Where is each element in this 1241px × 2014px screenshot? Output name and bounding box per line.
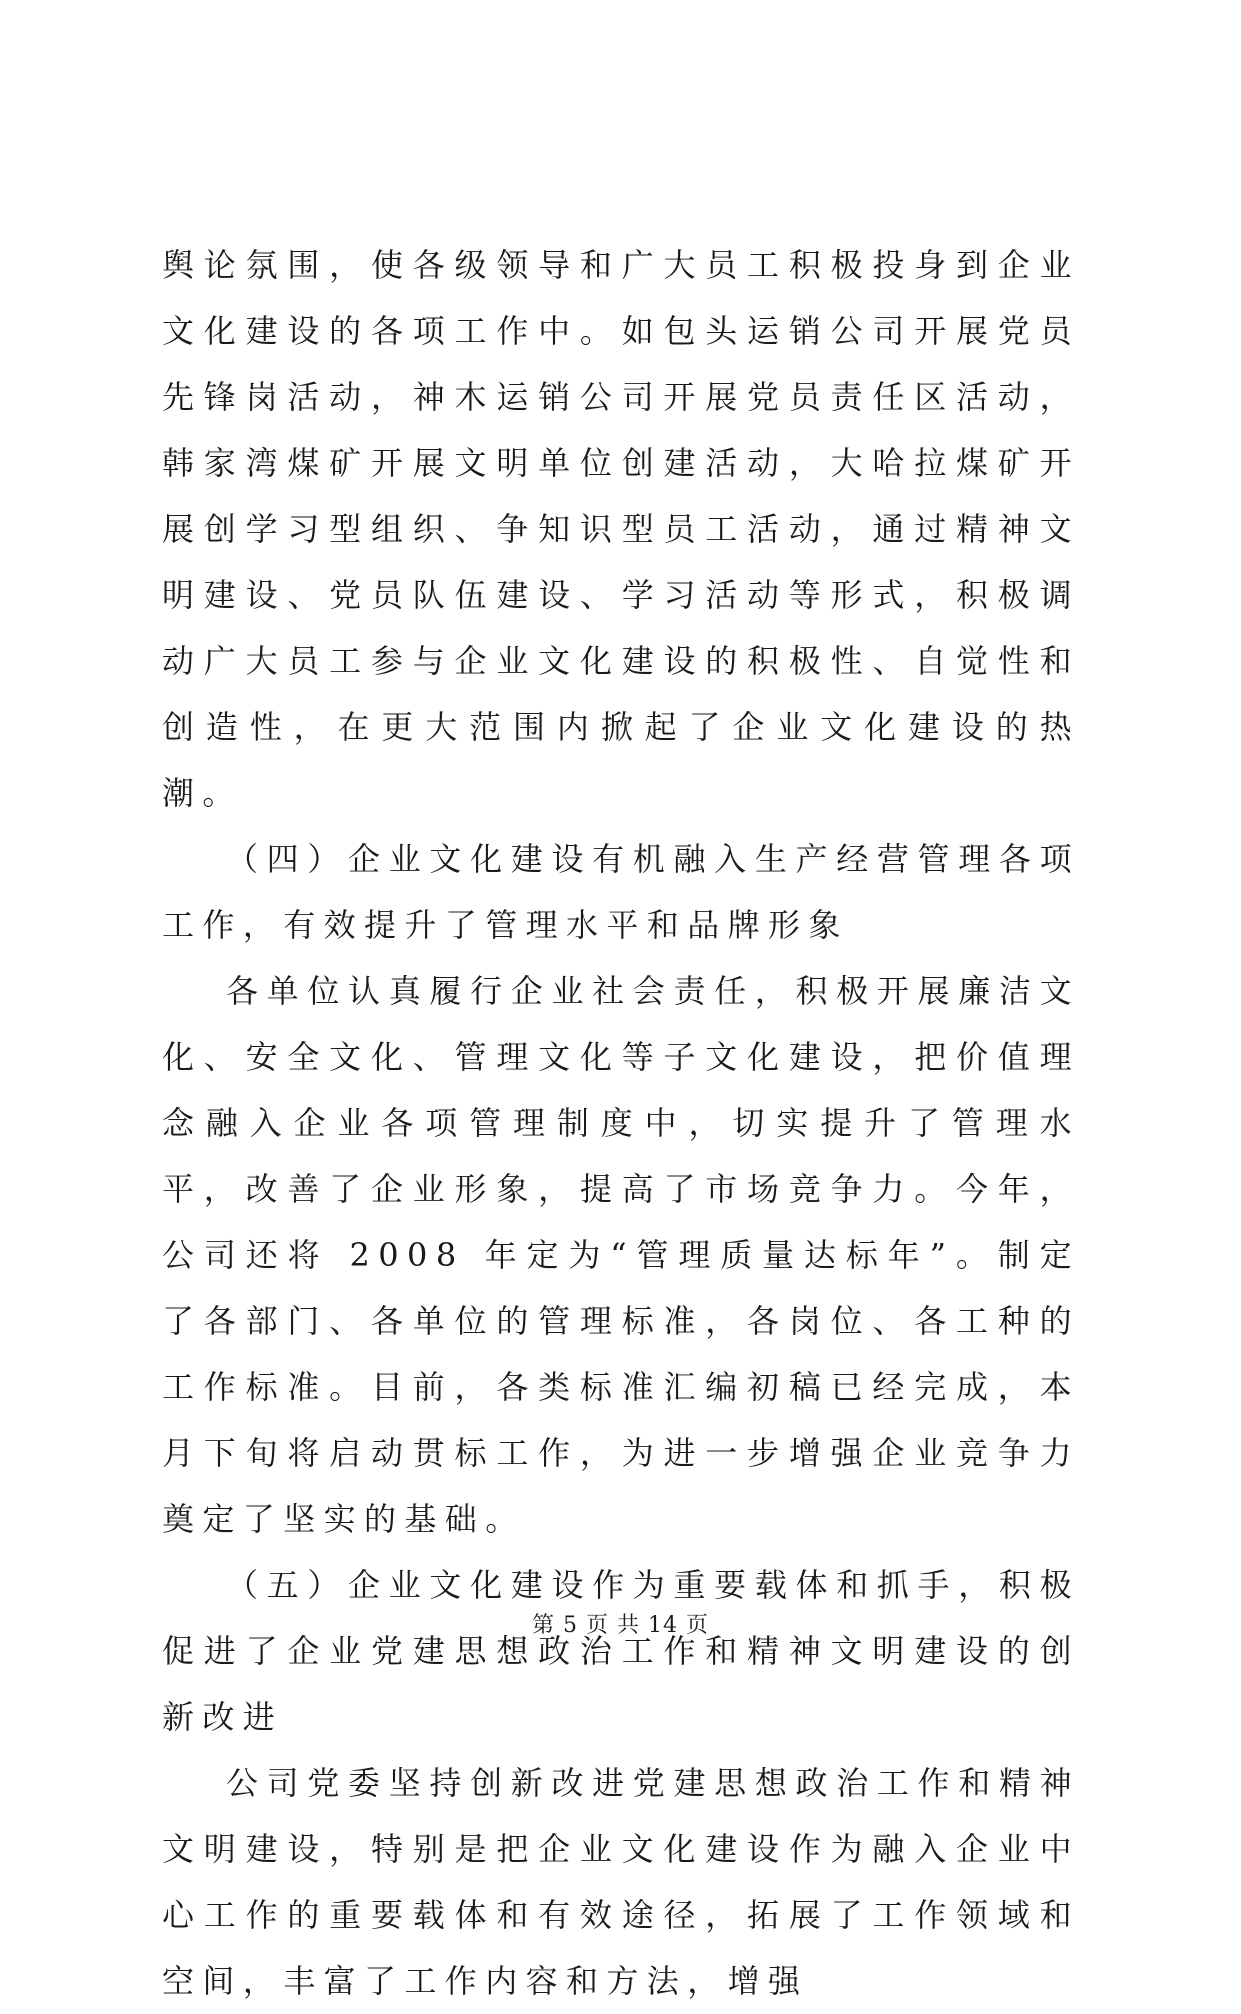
paragraph-continuation: 舆论氛围，使各级领导和广大员工积极投身到企业文化建设的各项工作中。如包头运销公司开展党员先锋岗活动，神木运销公司开展党员责任区活动，韩家湾煤矿开展文明单位创建活动，大哈拉煤矿开展创学习型组织、争知识型员工活动，通过精神文明建设、党员队伍建设、学习活动等形式，积极调动广大员工参与企业文化建设的积极性、自觉性和创造性，在更大范围内掀起了企业文化建设的热潮。: [162, 246, 1080, 812]
paragraph-section-4: 各单位认真履行企业社会责任，积极开展廉洁文化、安全文化、管理文化等子文化建设，把价值理念融入企业各项管理制度中，切实提升了管理水平，改善了企业形象，提高了市场竞争力。今年，公司还将 2008 年定为“管理质量达标年”。制定了各部门、各单位的管理标准，各岗位、各工种的工作标准。目前，各类标准汇编初稿已经完成，本月下旬将启动贯标工作，为进一步增强企业竞争力奠定了坚实的基础。: [162, 972, 1080, 1538]
page-footer: 第 5 页 共 14 页: [532, 1613, 709, 1638]
section-heading-5: （五）企业文化建设作为重要载体和抓手，积极促进了企业党建思想政治工作和精神文明建设的创新改进: [162, 1566, 1080, 1736]
paragraph-section-5: 公司党委坚持创新改进党建思想政治工作和精神文明建设，特别是把企业文化建设作为融入企业中心工作的重要载体和有效途径，拓展了工作领域和空间，丰富了工作内容和方法，增强: [162, 1764, 1080, 2000]
section-heading-4: （四）企业文化建设有机融入生产经营管理各项工作，有效提升了管理水平和品牌形象: [162, 840, 1080, 944]
document-body: [162, 232, 1080, 2014]
